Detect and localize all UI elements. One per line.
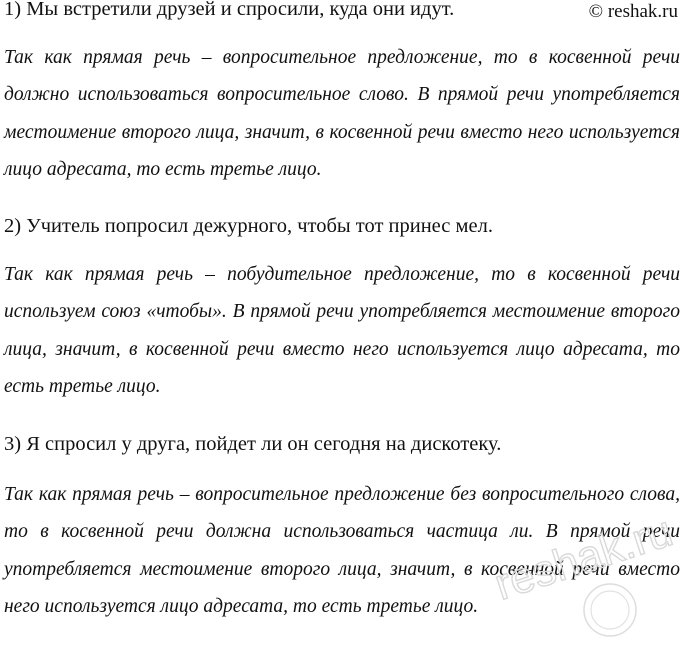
item-2-explanation: Так как прямая речь – побудительное предложение, то в косвенной речи используем союз «чтобы». В прямой речи употребляется местоимение второго лица, значит, в косвенной речи вместо него используется лицо адресата, то есть третье лицо. bbox=[4, 264, 680, 397]
item-3-heading: 3) Я спросил у друга, пойдет ли он сегодня на дискотеку. bbox=[4, 433, 502, 455]
copyright-label: © reshak.ru bbox=[588, 1, 678, 22]
watermark-text: reshak.ru bbox=[488, 506, 679, 610]
item-2-heading: 2) Учитель попросил дежурного, чтобы тот принес мел. bbox=[4, 215, 493, 237]
item-3-explanation: Так как прямая речь – вопросительное предложение без вопросительного слова, то в косвенной речи должна использоваться частица ли. В прямой речи употребляется местоимение второго лица, значит, в косвенной речи вместо него используется лицо адресата, то есть третье лицо. bbox=[4, 484, 680, 617]
item-1-explanation: Так как прямая речь – вопросительное предложение, то в косвенной речи должно использоваться вопросительное слово. В прямой речи употребляется местоимение второго лица, значит, в косвенной речи вместо него используется лицо адресата, то есть третье лицо. bbox=[4, 47, 680, 180]
item-1-heading: 1) Мы встретили друзей и спросили, куда они идут. bbox=[4, 0, 455, 20]
